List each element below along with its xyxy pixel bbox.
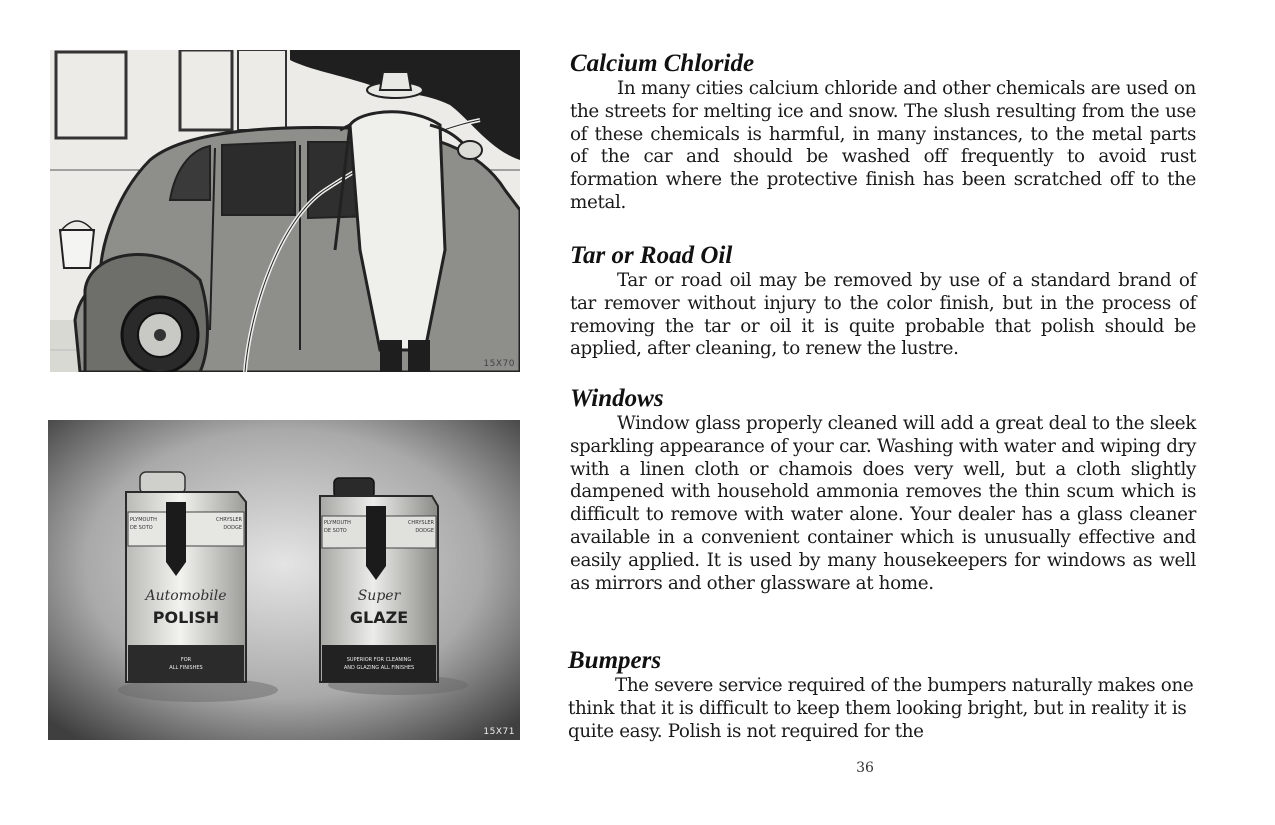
section-heading: Calcium Chloride (570, 50, 755, 77)
section-paragraph: In many cities calcium chloride and other chemicals are used on the streets for melting ice and snow. The slush resulting from the use of these chemicals is harmful, in many instances, to the metal parts of the car and should be washed off frequently to avoid rust formation where the protective finish has been scratched off to the metal. (570, 78, 1196, 213)
section-paragraph: Tar or road oil may be removed by use of a standard brand of tar remover without injury to the color finish, but in the process of removing the tar or oil it is quite probable that polish should be applied, after cleaning, to renew the lustre. (570, 270, 1196, 360)
section-paragraph: The severe service required of the bumpers naturally makes one think that it is difficult to keep them looking bright, but in reality it is quite easy. Polish is not required for the (568, 675, 1194, 742)
section-windows (570, 385, 1196, 595)
polish-script-label: Automobile (145, 588, 227, 604)
polish-brand-chrysler: CHRYSLER (215, 517, 242, 523)
polish-cans-photo (48, 420, 520, 740)
section-bumpers (568, 647, 1194, 743)
section-tar-road-oil (570, 242, 1196, 361)
car-washing-drawing (50, 50, 520, 372)
glaze-footer-line2: AND GLAZING ALL FINISHES (343, 665, 415, 671)
polish-footer-line1: FOR (180, 657, 192, 663)
glaze-brand-plymouth: PLYMOUTH (324, 520, 351, 526)
glaze-name-label: GLAZE (349, 608, 409, 627)
polish-can (126, 472, 246, 682)
glaze-script-label: Super (357, 588, 401, 604)
polish-footer-line2: ALL FINISHES (169, 665, 203, 671)
figure-code: 15X70 (483, 359, 515, 369)
section-heading: Tar or Road Oil (570, 242, 733, 269)
glaze-brand-desoto: DE SOTO (324, 528, 347, 534)
glaze-footer-line1: SUPERIOR FOR CLEANING (346, 657, 412, 663)
section-heading: Windows (570, 385, 664, 412)
page-number: 36 (856, 760, 874, 776)
section-paragraph: Window glass properly cleaned will add a great deal to the sleek sparkling appearance of your car. Washing with water and wiping dry with a linen cloth or chamois does very well, but a cloth slightly dampened with household ammonia removes the thin scum which is difficult to remove with water alone. Your dealer has a glass cleaner available in a convenient container which is unusually effective and easily applied. It is used by many housekeepers for windows as well as mirrors and other glassware at home. (570, 413, 1196, 594)
glaze-brand-dodge: DODGE (415, 528, 434, 534)
section-heading: Bumpers (568, 647, 662, 674)
polish-name-label: POLISH (152, 608, 220, 627)
car-washing-illustration (50, 50, 520, 372)
section-calcium-chloride (570, 50, 1196, 215)
polish-brand-dodge: DODGE (223, 525, 242, 531)
polish-cans-photo-image (48, 420, 520, 740)
glaze-can (320, 478, 438, 682)
figure-code: 15X71 (483, 727, 515, 737)
glaze-brand-chrysler: CHRYSLER (407, 520, 434, 526)
polish-brand-plymouth: PLYMOUTH (130, 517, 157, 523)
polish-brand-desoto: DE SOTO (130, 525, 153, 531)
